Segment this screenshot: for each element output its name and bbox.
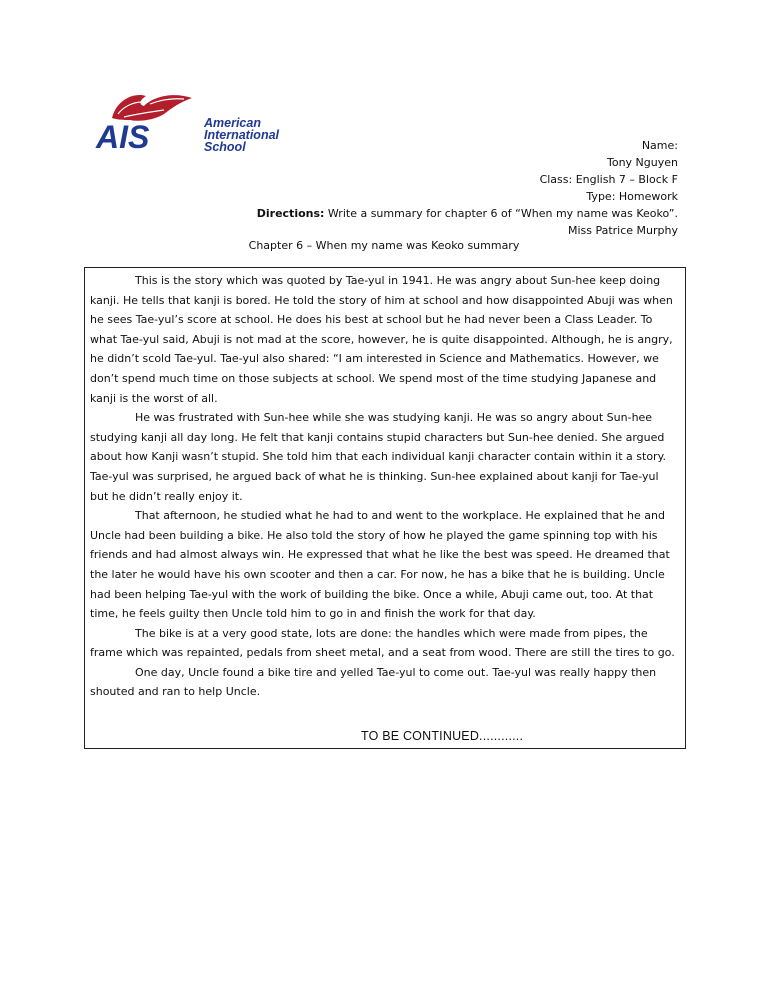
teacher-name: Miss Patrice Murphy	[567, 224, 678, 237]
eagle-ais-mark-icon	[94, 90, 204, 152]
logo-line-american: American	[204, 116, 261, 130]
assignment-header	[218, 137, 678, 239]
directions-line	[218, 205, 678, 222]
summary-text	[90, 271, 680, 702]
class-line: Class: English 7 – Block F	[539, 173, 678, 186]
to-be-continued: TO BE CONTINUED............	[361, 729, 524, 743]
chapter-title: Chapter 6 – When my name was Keoko summary	[248, 239, 520, 252]
logo-line-international: International	[204, 128, 280, 142]
directions-text: Write a summary for chapter 6 of “When my name was Keoko”.	[324, 207, 678, 220]
type-line: Type: Homework	[586, 190, 678, 203]
paragraph-1: This is the story which was quoted by Tae-yul in 1941. He was angry about Sun-hee keep doing kanji. He tells that kanji is bored. He told the story of him at school and how disappointed Abuji was when he sees Tae-yul’s score at school. He does his best at school but he had never been a Class Leader. To what Tae-yul said, Abuji is not mad at the score, however, he is quite disappointed. Although, he is angry, he didn’t scold Tae-yul. Tae-yul also shared: “I am interested in Science and Mathematics. However, we don’t spend much time on those subjects at school. We spend most of the time studying Japanese and kanji is the worst of all.	[90, 274, 673, 405]
name-label: Name:	[641, 139, 678, 152]
paragraph-5: One day, Uncle found a bike tire and yelled Tae-yul to come out. Tae-yul was really happy then shouted and ran to help Uncle.	[90, 665, 657, 699]
svg-text:AIS: AIS	[96, 119, 150, 152]
paragraph-2: He was frustrated with Sun-hee while she was studying kanji. He was so angry about Sun-hee studying kanji all day long. He felt that kanji contains stupid characters but Sun-hee denied. She argued about how Kanji wasn’t stupid. She told him that each individual kanji character contain within it a story. Tae-yul was surprised, he argued back of what he is thinking. Sun-hee explained about kanji for Tae-yul but he didn’t really enjoy it.	[90, 411, 667, 503]
directions-label: Directions:	[256, 207, 325, 220]
paragraph-3: That afternoon, he studied what he had to and went to the workplace. He explained that he and Uncle had been building a bike. He also told the story of how he played the game spinning top with his friends and had almost always win. He expressed that what he like the best was speed. He dreamed that the later he would have his own scooter and then a car. For now, he has a bike that he is building. Uncle had been helping Tae-yul with the work of building the bike. Once a while, Abuji came out, too. At that time, he feels guilty then Uncle told him to go in and finish the work for that day.	[90, 509, 670, 621]
paragraph-4: The bike is at a very good state, lots are done: the handles which were made from pipes, the frame which was repainted, pedals from sheet metal, and a seat from wood. There are still the tires to go.	[90, 626, 675, 660]
logo-line-school: School	[204, 140, 246, 154]
student-name: Tony Nguyen	[607, 156, 678, 169]
